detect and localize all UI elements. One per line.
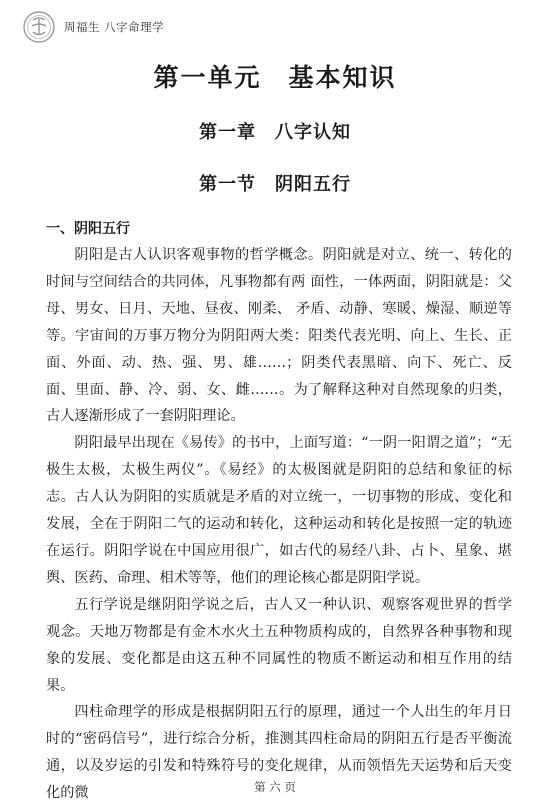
section-title: 第一节 阴阳五行: [199, 174, 351, 195]
body-text: [46, 242, 512, 807]
sub-heading: 一、阴阳五行: [46, 221, 130, 237]
unit-title: 第一单元 基本知识: [153, 63, 397, 92]
running-title: 周福生 八字命理学: [64, 20, 165, 34]
author-seal-logo: [22, 10, 56, 44]
page-number: 第 六 页: [254, 780, 296, 794]
paragraph-wuxing: 五行学说是继阴阳学说之后，古人又一种认识、观察客观世界的哲学观念。天地万物都是有金木水火土五种物质构成的，自然界各种事物和现象的发展、变化都是由这五种不同属性的物质不断运动和相互作用的结果。: [46, 596, 512, 694]
paragraph-yinyang-origin: 阴阳最早出现在《易传》的书中，上面写道：“一阴一阳谓之道”；“无极生太极，太极生两仪”。《易经》的太极图就是阴阳的总结和象征的标志。古人认为阴阳的实质就是矛盾的对立统一，一切事物的形成、变化和发展，全在于阴阳二气的运动和转化，这种运动和转化是按照一定的轨迹在运行。阴阳学说在中国应用很广，如古代的易经八卦、占卜、星象、堪舆、医药、命理、相术等等，他们的理论核心都是阴阳学说。: [46, 435, 512, 586]
paragraph-sizhu: 四柱命理学的形成是根据阴阳五行的原理，通过一个人出生的年月日时的“密码信号”，进行综合分析，推测其四柱命局的阴阳五行是否平衡流通，以及岁运的引发和特殊符号的变化规律，从而领悟先天运势和后天变化的微: [46, 704, 512, 802]
page-header: [22, 10, 164, 44]
paragraph-yinyang-concept: 阴阳是古人认识客观事物的哲学概念。阴阳就是对立、统一、转化的时间与空间结合的共同体，凡事物都有两 面性，一体两面，阴阳就是：父母、男女、日月、天地、昼夜、刚柔、 矛盾、动静、寒暖、燥湿、顺逆等等。宇宙间的万事万物分为阴阳两大类：阳类代表光明、向上、生长、正面、外面、动、热、强、男、雄……；阴类代表黑暗、向下、死亡、反面、里面、静、冷、弱、女、雌……。为了解释这种对自然现象的归类，古人逐渐形成了一套阴阳理论。: [46, 247, 512, 425]
chapter-title: 第一章 八字认知: [199, 122, 351, 143]
